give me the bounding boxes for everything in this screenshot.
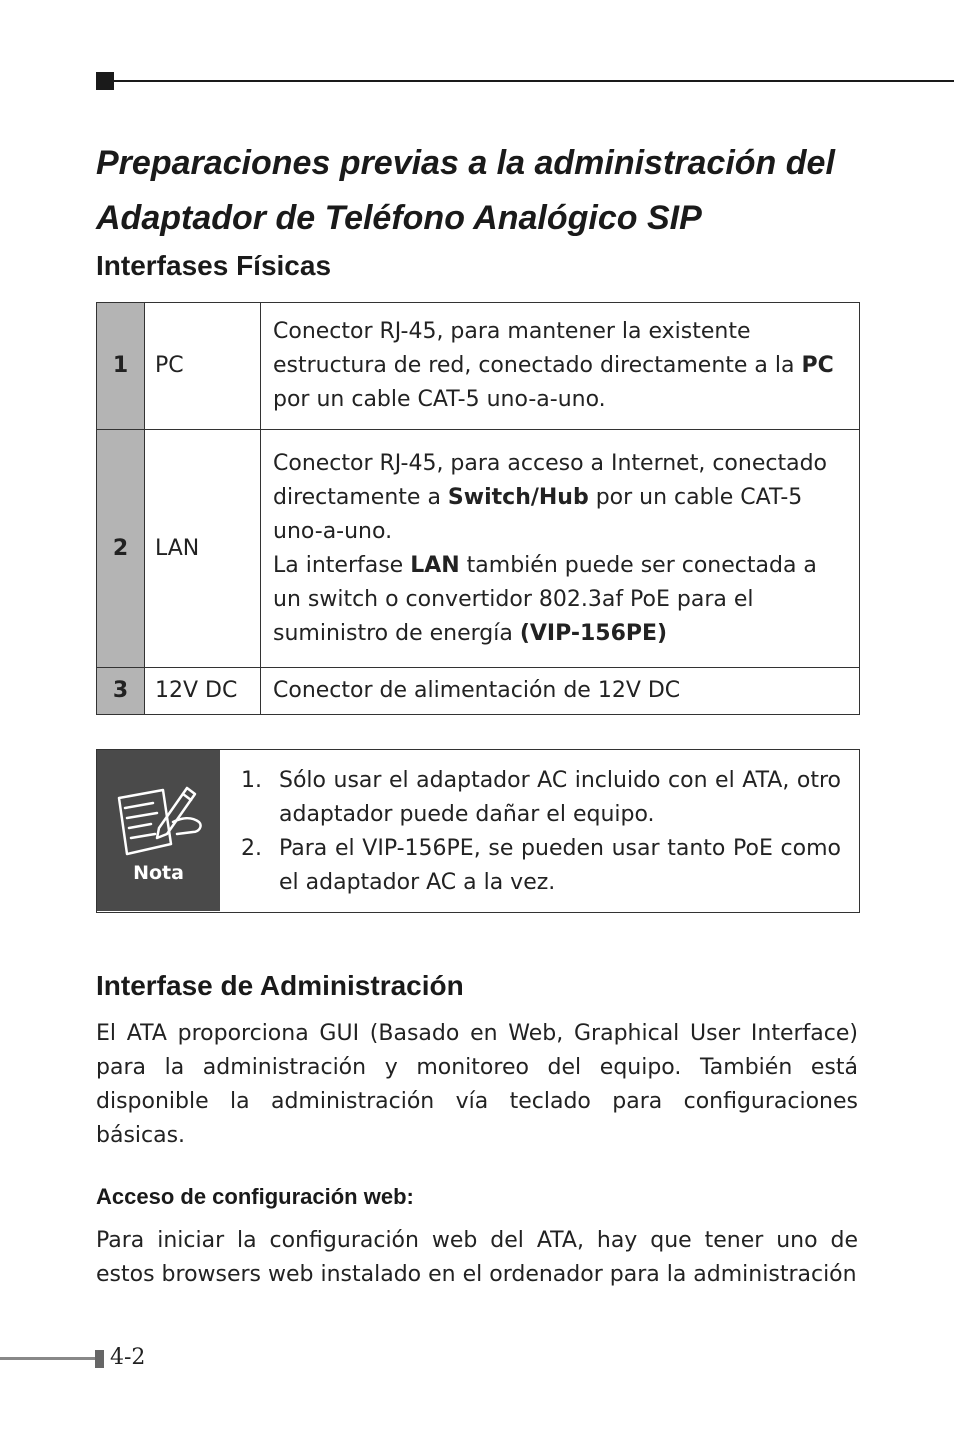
text-run: Conector RJ-45, para acceso a Internet, conectado directamente a (273, 450, 827, 510)
bold-term: LAN (410, 552, 460, 578)
header-square-mark (96, 72, 114, 90)
text-run: Conector RJ-45, para mantener la existente estructura de red, conectado directamente a la (273, 319, 802, 378)
interface-name: LAN (145, 430, 261, 668)
bold-term: Switch/Hub (447, 484, 589, 510)
list-item-number: 1. (241, 768, 262, 793)
header-rule (114, 80, 954, 82)
row-number: 3 (97, 668, 145, 715)
list-item-text: Sólo usar el adaptador AC incluido con el ATA, otro adaptador puede dañar el equipo. (279, 768, 841, 827)
admin-interface-paragraph: El ATA proporciona GUI (Basado en Web, Graphical User Interface) para la administración y monitoreo del equipo. También está disponible la administración vía teclado para configuraciones básicas. (96, 1021, 858, 1148)
text-run: por un cable CAT-5 uno-a-uno. (273, 484, 803, 544)
note-list (237, 764, 841, 900)
text-run: Conector de alimentación de 12V DC (273, 678, 681, 703)
list-item-text: Para el VIP-156PE, se pueden usar tanto PoE como el adaptador AC a la vez. (279, 836, 841, 895)
interface-name: 12V DC (145, 668, 261, 715)
note-icon-panel (97, 750, 220, 911)
text-run: por un cable CAT-5 uno-a-uno. (273, 387, 606, 412)
page-title: Preparaciones previas a la administración del Adaptador de Teléfono Analógico SIP (96, 144, 835, 237)
section-heading-web-access: Acceso de configuración web: (96, 1184, 414, 1209)
web-access-paragraph: Para iniciar la configuración web del ATA, hay que tener uno de estos browsers web instalado en el ordenador para la administración (96, 1228, 858, 1287)
text-run: también puede ser conectada a un switch o convertidor 802.3af PoE para el suministro de energía (273, 552, 817, 646)
interfaces-table (96, 302, 860, 715)
row-number: 1 (97, 303, 145, 430)
interface-description (261, 303, 860, 430)
bold-term: PC (801, 353, 834, 378)
note-label: Nota (133, 862, 184, 884)
interface-description (261, 430, 860, 668)
table-row (97, 303, 860, 430)
note-box (96, 749, 860, 913)
bold-term: (VIP-156PE) (519, 620, 668, 646)
footer-square-mark (95, 1350, 104, 1368)
table-row (97, 430, 860, 668)
interface-name: PC (145, 303, 261, 430)
table-row (97, 668, 860, 715)
note-pencil-icon (111, 782, 207, 860)
text-run: La interfase (273, 552, 411, 578)
section-heading-admin-interface: Interfase de Administración (96, 970, 464, 1001)
footer-rule (0, 1357, 95, 1360)
list-item (237, 832, 841, 900)
list-item-number: 2. (241, 836, 262, 861)
interface-description (261, 668, 860, 715)
list-item (237, 764, 841, 832)
section-heading-physical-interfaces: Interfases Físicas (96, 250, 332, 281)
row-number: 2 (97, 430, 145, 668)
page-number: 4-2 (110, 1345, 146, 1370)
